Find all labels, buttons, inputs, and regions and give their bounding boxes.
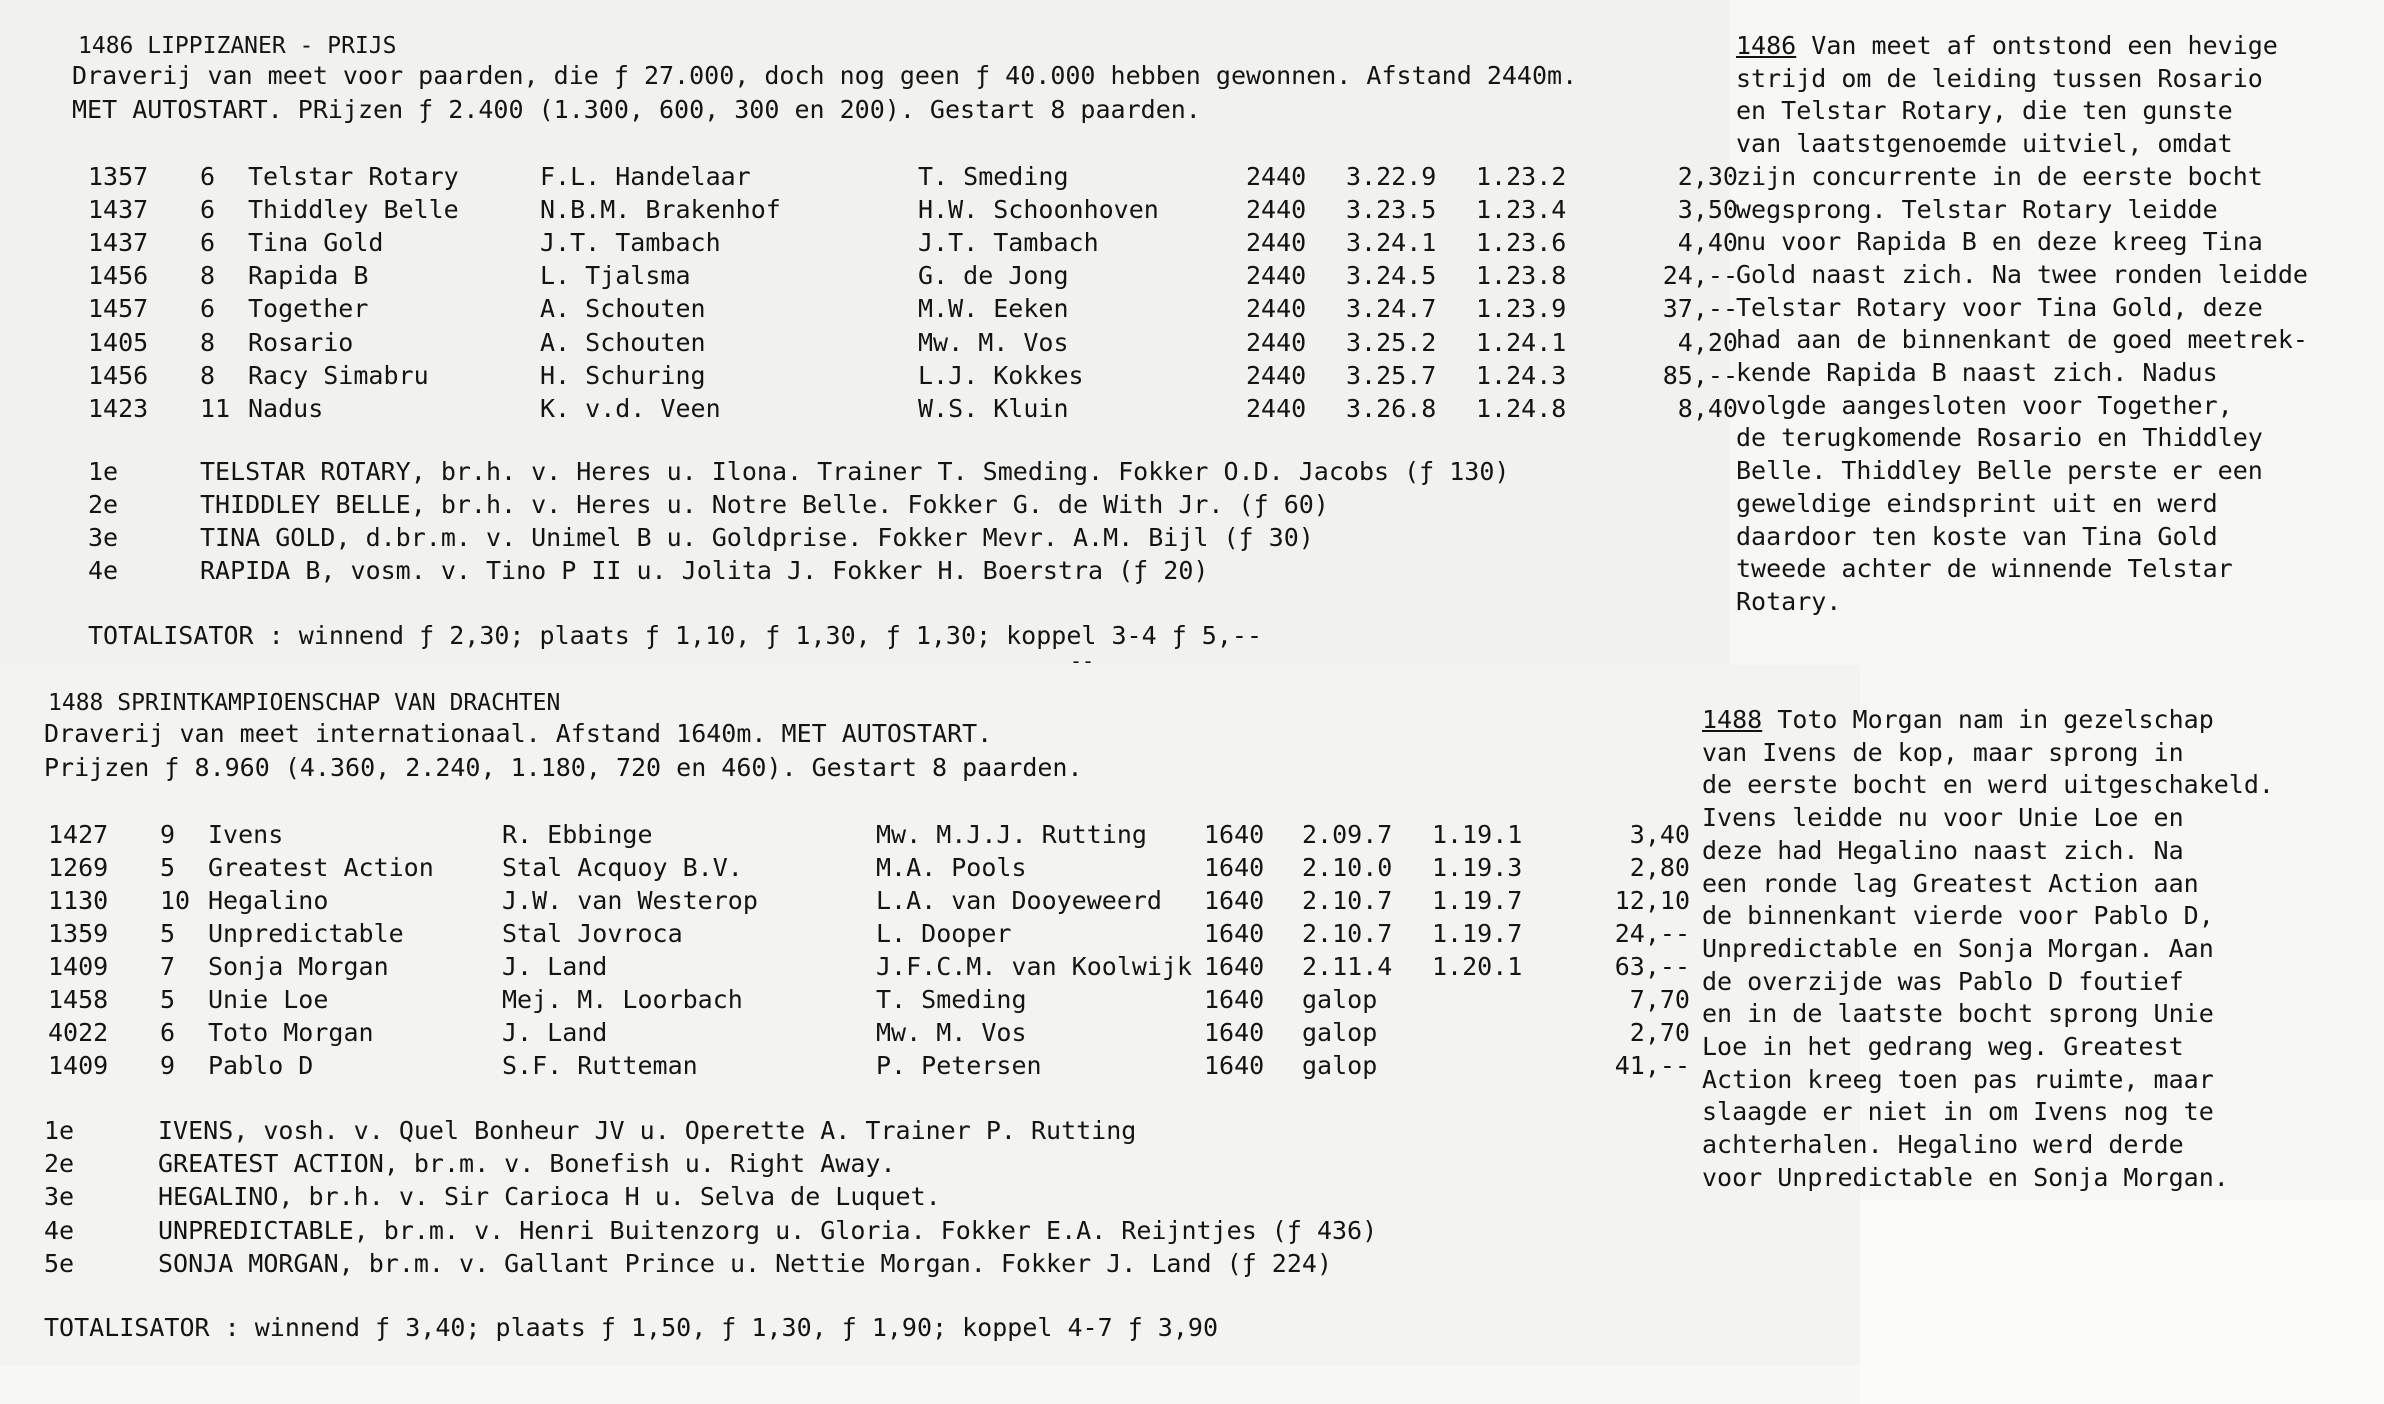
entry-odds: 63,-- — [1614, 952, 1690, 981]
entry-horse: Together — [248, 294, 369, 324]
commentary-line: van laatstgenoemde uitviel, omdat — [1736, 129, 2233, 159]
entry-driver: Mw. M.J.J. Rutting — [876, 820, 1147, 849]
entry-age: 8 — [200, 261, 216, 291]
entry-km: 1.23.4 — [1476, 195, 1567, 225]
commentary-line: van Ivens de kop, maar sprong in — [1702, 737, 2184, 767]
entry-age: 6 — [200, 228, 216, 258]
commentary-line: zijn concurrente in de eerste bocht — [1736, 161, 2263, 191]
entry-row — [0, 917, 1740, 950]
entry-driver: Mw. M. Vos — [918, 327, 1069, 357]
entry-odds: 3,40 — [1629, 820, 1690, 849]
result-row — [0, 554, 1740, 587]
entry-km: 1.24.8 — [1476, 393, 1567, 423]
entry-driver: J.F.C.M. van Koolwijk — [876, 952, 1193, 981]
commentary-line: Rotary. — [1736, 586, 1842, 616]
entry-horse: Telstar Rotary — [248, 162, 459, 191]
result-description: THIDDLEY BELLE, br.h. v. Heres u. Notre Belle. Fokker G. de With Jr. (ƒ 60) — [200, 490, 1329, 519]
entry-time: 2.10.0 — [1302, 853, 1393, 882]
result-description: IVENS, vosh. v. Quel Bonheur JV u. Operette A. Trainer P. Rutting — [158, 1116, 1137, 1145]
commentary-line: achterhalen. Hegalino werd derde — [1702, 1130, 2184, 1160]
commentary-line: daardoor ten koste van Tina Gold — [1736, 521, 2218, 551]
entry-odds: 41,-- — [1614, 1051, 1690, 1080]
entry-driver: M.W. Eeken — [918, 294, 1069, 324]
entry-horse: Nadus — [248, 393, 324, 423]
entry-row — [0, 1016, 1740, 1049]
entry-row — [0, 326, 1740, 359]
entry-driver: H.W. Schoonhoven — [918, 195, 1159, 225]
commentary-line: een ronde lag Greatest Action aan — [1702, 868, 2199, 898]
result-row — [0, 455, 1740, 488]
race-title: 1488 SPRINTKAMPIOENSCHAP VAN DRACHTEN — [48, 690, 561, 716]
entry-owner: Stal Jovroca — [502, 919, 683, 948]
commentary-line: Action kreeg toen pas ruimte, maar — [1702, 1064, 2214, 1094]
entry-owner: H. Schuring — [540, 360, 706, 390]
entry-num: 4022 — [48, 1018, 109, 1047]
entry-odds: 24,-- — [1662, 261, 1738, 291]
commentary-line: de overzijde was Pablo D foutief — [1702, 966, 2184, 996]
entry-odds: 7,70 — [1629, 985, 1690, 1014]
entry-num: 1456 — [88, 261, 149, 291]
result-place: 4e — [44, 1215, 75, 1245]
entry-row — [0, 359, 1740, 392]
entry-odds: 2,70 — [1629, 1018, 1690, 1047]
entry-horse: Unie Loe — [208, 985, 329, 1014]
entry-num: 1409 — [48, 1051, 109, 1080]
entry-age: 10 — [160, 886, 191, 915]
commentary-line: voor Unpredictable en Sonja Morgan. — [1702, 1162, 2229, 1192]
commentary-race-ref: 1486 — [1736, 31, 1797, 60]
result-row — [0, 1214, 1740, 1247]
entry-horse: Sonja Morgan — [208, 952, 389, 981]
totalisator-line: TOTALISATOR : winnend ƒ 3,40; plaats ƒ 1,50, ƒ 1,30, ƒ 1,90; koppel 4-7 ƒ 3,90 — [44, 1313, 1218, 1342]
commentary-lines — [1736, 63, 2308, 619]
entry-driver: W.S. Kluin — [918, 393, 1069, 423]
entry-horse: Thiddley Belle — [248, 195, 459, 225]
commentary-line: wegsprong. Telstar Rotary leidde — [1736, 194, 2218, 224]
entry-row — [0, 193, 1740, 226]
entry-horse: Rapida B — [248, 261, 369, 291]
entry-num: 1456 — [88, 360, 149, 390]
result-description: TELSTAR ROTARY, br.h. v. Heres u. Ilona. Trainer T. Smeding. Fokker O.D. Jacobs (ƒ 130) — [200, 457, 1510, 486]
result-description: UNPREDICTABLE, br.m. v. Henri Buitenzorg u. Gloria. Fokker E.A. Reijntjes (ƒ 436) — [158, 1215, 1378, 1245]
entry-age: 8 — [200, 327, 216, 357]
result-row — [0, 1147, 1740, 1180]
entry-row — [0, 818, 1740, 851]
entry-horse: Toto Morgan — [208, 1018, 374, 1047]
entry-km: 1.23.9 — [1476, 294, 1567, 324]
result-row — [0, 1247, 1740, 1280]
entry-age: 8 — [200, 360, 216, 390]
entry-age: 7 — [160, 952, 176, 981]
entry-dist: 2440 — [1246, 294, 1307, 324]
entry-owner: J.T. Tambach — [540, 228, 721, 258]
entry-time: 3.22.9 — [1346, 162, 1437, 191]
result-place: 4e — [88, 556, 119, 585]
entry-owner: A. Schouten — [540, 327, 706, 357]
entry-row — [0, 292, 1740, 325]
entry-age: 5 — [160, 919, 176, 948]
entry-time: 3.24.1 — [1346, 228, 1437, 258]
entry-km: 1.19.3 — [1432, 853, 1523, 882]
entry-odds: 12,10 — [1614, 886, 1690, 915]
entry-num: 1130 — [48, 886, 109, 915]
race-description-line2: Prijzen ƒ 8.960 (4.360, 2.240, 1.180, 720 en 460). Gestart 8 paarden. — [44, 753, 1083, 782]
entry-odds: 24,-- — [1614, 919, 1690, 948]
result-description: TINA GOLD, d.br.m. v. Unimel B u. Goldprise. Fokker Mevr. A.M. Bijl (ƒ 30) — [200, 523, 1314, 552]
entry-time: galop — [1302, 985, 1378, 1014]
result-place: 3e — [44, 1182, 75, 1212]
entry-km: 1.24.1 — [1476, 327, 1567, 357]
entry-km: 1.24.3 — [1476, 360, 1567, 390]
entry-horse: Greatest Action — [208, 853, 434, 882]
entry-time: 2.10.7 — [1302, 886, 1393, 915]
commentary-line: Toto Morgan nam in gezelschap — [1762, 705, 2214, 734]
result-place: 5e — [44, 1248, 75, 1278]
entry-km: 1.19.7 — [1432, 919, 1523, 948]
entry-row — [0, 392, 1740, 425]
entry-num: 1359 — [48, 919, 109, 948]
commentary-line: Unpredictable en Sonja Morgan. Aan — [1702, 933, 2214, 963]
entry-driver: M.A. Pools — [876, 853, 1027, 882]
commentary-line: Van meet af ontstond een hevige — [1796, 31, 2278, 60]
result-row — [0, 1180, 1740, 1213]
entry-row — [0, 983, 1740, 1016]
entry-dist: 2440 — [1246, 162, 1307, 191]
entry-km: 1.19.7 — [1432, 886, 1523, 915]
entry-dist: 1640 — [1204, 1018, 1265, 1047]
entry-owner: J.W. van Westerop — [502, 886, 758, 915]
entry-row — [0, 160, 1740, 193]
entry-age: 9 — [160, 820, 176, 849]
entry-time: 3.24.5 — [1346, 261, 1437, 291]
entry-km: 1.23.8 — [1476, 261, 1567, 291]
entry-row — [0, 1049, 1740, 1082]
commentary-line: nu voor Rapida B en deze kreeg Tina — [1736, 227, 2263, 257]
entry-driver: L. Dooper — [876, 919, 1012, 948]
entry-owner: J. Land — [502, 1018, 608, 1047]
entry-time: 3.25.7 — [1346, 360, 1437, 390]
entry-owner: Mej. M. Loorbach — [502, 985, 743, 1014]
entry-time: 3.23.5 — [1346, 195, 1437, 225]
entry-owner: J. Land — [502, 952, 608, 981]
entry-age: 6 — [160, 1018, 176, 1047]
entry-time: 3.25.2 — [1346, 327, 1437, 357]
entry-owner: Stal Acquoy B.V. — [502, 853, 743, 882]
result-row — [0, 488, 1740, 521]
entry-row — [0, 851, 1740, 884]
commentary-line: de eerste bocht en werd uitgeschakeld. — [1702, 770, 2274, 800]
result-place: 2e — [88, 490, 119, 519]
entry-num: 1269 — [48, 853, 109, 882]
result-description: SONJA MORGAN, br.m. v. Gallant Prince u. Nettie Morgan. Fokker J. Land (ƒ 224) — [158, 1248, 1332, 1278]
commentary-line: de binnenkant vierde voor Pablo D, — [1702, 901, 2214, 931]
entry-dist: 2440 — [1246, 360, 1307, 390]
result-place: 1e — [88, 457, 119, 486]
commentary-line: Belle. Thiddley Belle perste er een — [1736, 456, 2263, 486]
entry-driver: T. Smeding — [876, 985, 1027, 1014]
entry-dist: 1640 — [1204, 886, 1265, 915]
entry-num: 1458 — [48, 985, 109, 1014]
entry-num: 1437 — [88, 195, 149, 225]
entry-age: 6 — [200, 195, 216, 225]
commentary-line: strijd om de leiding tussen Rosario — [1736, 63, 2263, 93]
commentary-line: Gold naast zich. Na twee ronden leidde — [1736, 259, 2308, 289]
entry-num: 1405 — [88, 327, 149, 357]
race-title: 1486 LIPPIZANER - PRIJS — [78, 33, 397, 59]
entry-row — [0, 884, 1740, 917]
entry-dist: 2440 — [1246, 195, 1307, 225]
entry-time: galop — [1302, 1051, 1378, 1080]
entry-num: 1423 — [88, 393, 149, 423]
entry-driver: G. de Jong — [918, 261, 1069, 291]
commentary-line: Telstar Rotary voor Tina Gold, deze — [1736, 292, 2263, 322]
result-place: 1e — [44, 1116, 75, 1145]
entry-age: 11 — [200, 393, 231, 423]
result-row — [0, 1114, 1740, 1147]
entry-time: 3.24.7 — [1346, 294, 1437, 324]
entry-dist: 2440 — [1246, 228, 1307, 258]
commentary-line: slaagde er niet in om Ivens nog te — [1702, 1097, 2214, 1127]
entry-num: 1457 — [88, 294, 149, 324]
entry-driver: L.J. Kokkes — [918, 360, 1084, 390]
entry-horse: Pablo D — [208, 1051, 314, 1080]
entry-owner: N.B.M. Brakenhof — [540, 195, 781, 225]
entry-driver: J.T. Tambach — [918, 228, 1099, 258]
result-description: HEGALINO, br.h. v. Sir Carioca H u. Selva de Luquet. — [158, 1182, 941, 1212]
entry-owner: L. Tjalsma — [540, 261, 691, 291]
commentary-line: tweede achter de winnende Telstar — [1736, 554, 2233, 584]
race-commentary — [1702, 704, 2274, 1195]
entry-km: 1.19.1 — [1432, 820, 1523, 849]
entry-owner: A. Schouten — [540, 294, 706, 324]
entry-driver: Mw. M. Vos — [876, 1018, 1027, 1047]
entry-age: 9 — [160, 1051, 176, 1080]
entry-odds: 4,40 — [1677, 228, 1738, 258]
entry-owner: K. v.d. Veen — [540, 393, 721, 423]
entry-time: 3.26.8 — [1346, 393, 1437, 423]
entry-row — [0, 226, 1740, 259]
race-description-line2: MET AUTOSTART. PRijzen ƒ 2.400 (1.300, 600, 300 en 200). Gestart 8 paarden. — [72, 95, 1201, 124]
entry-age: 6 — [200, 162, 216, 191]
commentary-line: kende Rapida B naast zich. Nadus — [1736, 358, 2218, 388]
totalisator-line: TOTALISATOR : winnend ƒ 2,30; plaats ƒ 1,10, ƒ 1,30, ƒ 1,30; koppel 3-4 ƒ 5,-- — [88, 621, 1262, 650]
commentary-line: had aan de binnenkant de goed meetrek- — [1736, 325, 2308, 355]
entry-dist: 1640 — [1204, 952, 1265, 981]
commentary-line: de terugkomende Rosario en Thiddley — [1736, 423, 2263, 453]
race-commentary — [1736, 30, 2308, 619]
entry-dist: 2440 — [1246, 261, 1307, 291]
entry-age: 5 — [160, 985, 176, 1014]
entry-driver: L.A. van Dooyeweerd — [876, 886, 1162, 915]
entry-time: galop — [1302, 1018, 1378, 1047]
separator-mark: -- — [1070, 649, 1095, 673]
entry-odds: 2,30 — [1677, 162, 1738, 191]
entry-row — [0, 259, 1740, 292]
entry-horse: Tina Gold — [248, 228, 384, 258]
race-description-line1: Draverij van meet internationaal. Afstand 1640m. MET AUTOSTART. — [44, 719, 993, 748]
entry-time: 2.09.7 — [1302, 820, 1393, 849]
race-description-line1: Draverij van meet voor paarden, die ƒ 27.000, doch nog geen ƒ 40.000 hebben gewonnen. Afstand 2440m. — [72, 61, 1578, 90]
entry-horse: Unpredictable — [208, 919, 404, 948]
entry-dist: 2440 — [1246, 327, 1307, 357]
entry-dist: 2440 — [1246, 393, 1307, 423]
entry-num: 1357 — [88, 162, 149, 191]
entry-horse: Rosario — [248, 327, 354, 357]
entry-time: 2.10.7 — [1302, 919, 1393, 948]
entry-driver: T. Smeding — [918, 162, 1069, 191]
commentary-line: Ivens leidde nu voor Unie Loe en — [1702, 803, 2184, 833]
commentary-line: volgde aangesloten voor Together, — [1736, 390, 2233, 420]
entry-horse: Hegalino — [208, 886, 329, 915]
scan-blank-corner — [1860, 1200, 2384, 1404]
entry-dist: 1640 — [1204, 985, 1265, 1014]
entry-owner: S.F. Rutteman — [502, 1051, 698, 1080]
entry-dist: 1640 — [1204, 820, 1265, 849]
entry-driver: P. Petersen — [876, 1051, 1042, 1080]
commentary-lines — [1702, 737, 2274, 1195]
entry-age: 5 — [160, 853, 176, 882]
entry-km: 1.23.2 — [1476, 162, 1567, 191]
commentary-line: deze had Hegalino naast zich. Na — [1702, 835, 2184, 865]
commentary-race-ref: 1488 — [1702, 705, 1763, 734]
entry-horse: Racy Simabru — [248, 360, 429, 390]
entry-age: 6 — [200, 294, 216, 324]
result-place: 2e — [44, 1149, 75, 1179]
commentary-line: en in de laatste bocht sprong Unie — [1702, 999, 2214, 1029]
entry-km: 1.20.1 — [1432, 952, 1523, 981]
entry-odds: 3,50 — [1677, 195, 1738, 225]
entry-odds: 85,-- — [1662, 360, 1738, 390]
entry-odds: 4,20 — [1677, 327, 1738, 357]
entry-km: 1.23.6 — [1476, 228, 1567, 258]
entry-owner: R. Ebbinge — [502, 820, 653, 849]
commentary-line: Loe in het gedrang weg. Greatest — [1702, 1032, 2184, 1062]
entry-odds: 2,80 — [1629, 853, 1690, 882]
commentary-line: en Telstar Rotary, die ten gunste — [1736, 96, 2233, 126]
entry-dist: 1640 — [1204, 1051, 1265, 1080]
entry-num: 1409 — [48, 952, 109, 981]
entry-num: 1437 — [88, 228, 149, 258]
entry-odds: 37,-- — [1662, 294, 1738, 324]
entry-row — [0, 950, 1740, 983]
result-description: RAPIDA B, vosm. v. Tino P II u. Jolita J. Fokker H. Boerstra (ƒ 20) — [200, 556, 1209, 585]
entry-time: 2.11.4 — [1302, 952, 1393, 981]
entry-dist: 1640 — [1204, 919, 1265, 948]
result-row — [0, 521, 1740, 554]
entry-owner: F.L. Handelaar — [540, 162, 751, 191]
entry-dist: 1640 — [1204, 853, 1265, 882]
result-place: 3e — [88, 523, 119, 552]
commentary-line: geweldige eindsprint uit en werd — [1736, 488, 2218, 518]
entry-num: 1427 — [48, 820, 109, 849]
entry-horse: Ivens — [208, 820, 284, 849]
result-description: GREATEST ACTION, br.m. v. Bonefish u. Right Away. — [158, 1149, 896, 1179]
entry-odds: 8,40 — [1677, 393, 1738, 423]
